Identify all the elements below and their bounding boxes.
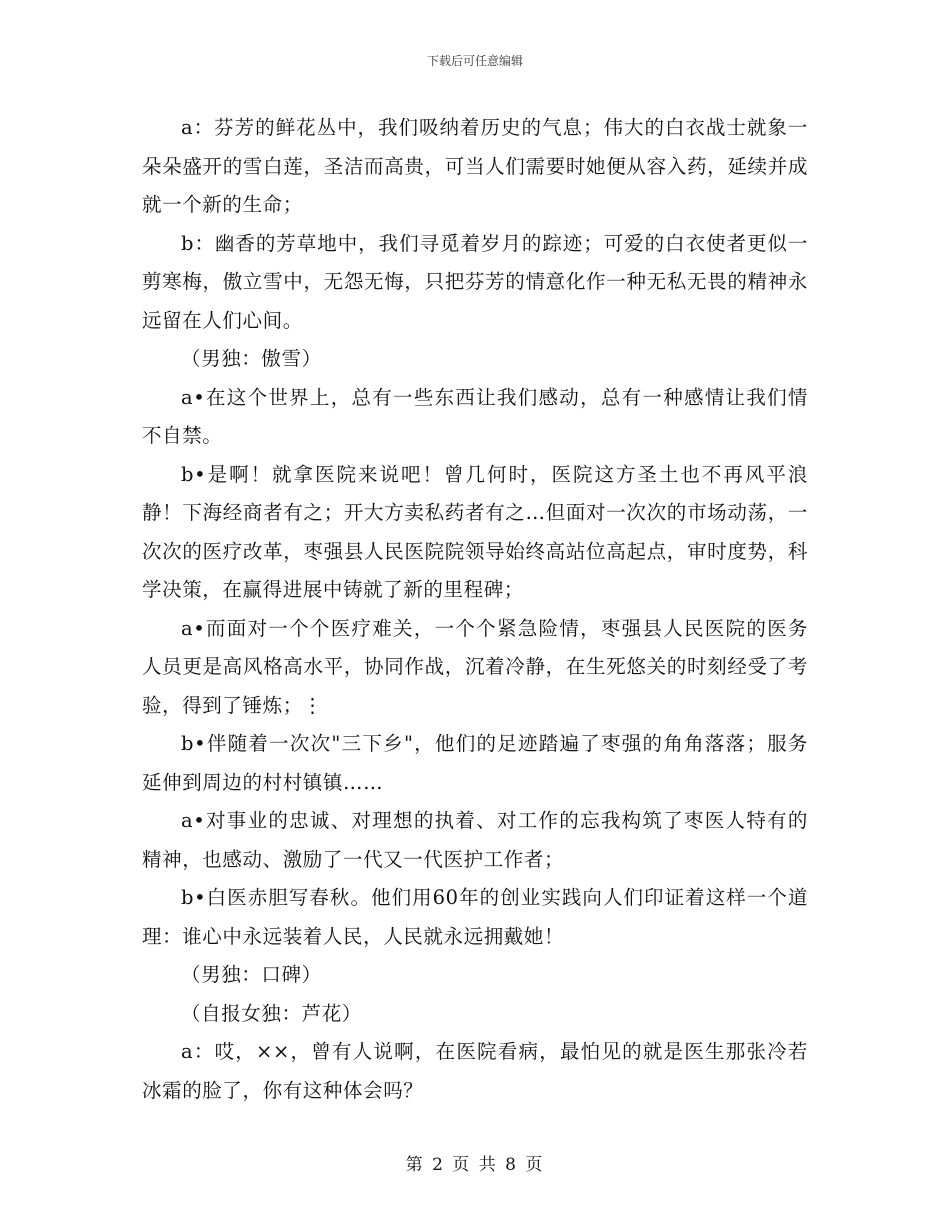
paragraph: a•而面对一个个医疗难关，一个个紧急险情，枣强县人民医院的医务人员更是高风格高水平，协同作战，沉着冷静，在生死悠关的时刻经受了考验，得到了锤炼；⋮ [142, 616, 808, 717]
page-header: 下载后可任意编辑 [426, 54, 523, 68]
paragraph: （自报女独：芦花） [181, 1001, 362, 1025]
paragraph: a：哎，××，曾有人说啊，在医院看病，最怕见的就是医生那张冷若冰霜的脸了，你有这种体会吗？ [142, 1040, 808, 1102]
body-text [142, 109, 808, 1110]
paragraph: a：芬芳的鲜花丛中，我们吸纳着历史的气息；伟大的白衣战士就象一朵朵盛开的雪白莲，圣洁而高贵，可当人们需要时她便从容入药，延续并成就一个新的生命； [142, 116, 808, 216]
paragraph: b•白医赤胆写春秋。他们用60年的创业实践向人们印证着这样一个道理：谁心中永远装着人民，人民就永远拥戴她！ [142, 886, 808, 948]
paragraph: a•在这个世界上，总有一些东西让我们感动，总有一种感情让我们情不自禁。 [142, 385, 808, 447]
paragraph: b•伴随着一次次"三下乡"，他们的足迹踏遍了枣强的角角落落；服务延伸到周边的村村镇镇…… [142, 732, 808, 794]
paragraph: b•是啊！就拿医院来说吧！曾几何时，医院这方圣土也不再风平浪静！下海经商者有之；开大方卖私药者有之…但面对一次次的市场动荡，一次次的医疗改革，枣强县人民医院院领导始终高站位高起点，审时度势，科学决策，在赢得进展中铸就了新的里程碑； [142, 462, 808, 601]
paragraph: a•对事业的忠诚、对理想的执着、对工作的忘我构筑了枣医人特有的精神，也感动、激励了一代又一代医护工作者； [142, 809, 808, 871]
paragraph: （男独：傲雪） [181, 347, 322, 370]
paragraph: b：幽香的芳草地中，我们寻觅着岁月的踪迹；可爱的白衣使者更似一剪寒梅，傲立雪中，无怨无悔，只把芬芳的情意化作一种无私无畏的精神永远留在人们心间。 [142, 231, 808, 332]
paragraph: （男独：口碑） [181, 963, 322, 986]
page-number-footer: 第 2 页 共 8 页 [405, 1155, 545, 1175]
